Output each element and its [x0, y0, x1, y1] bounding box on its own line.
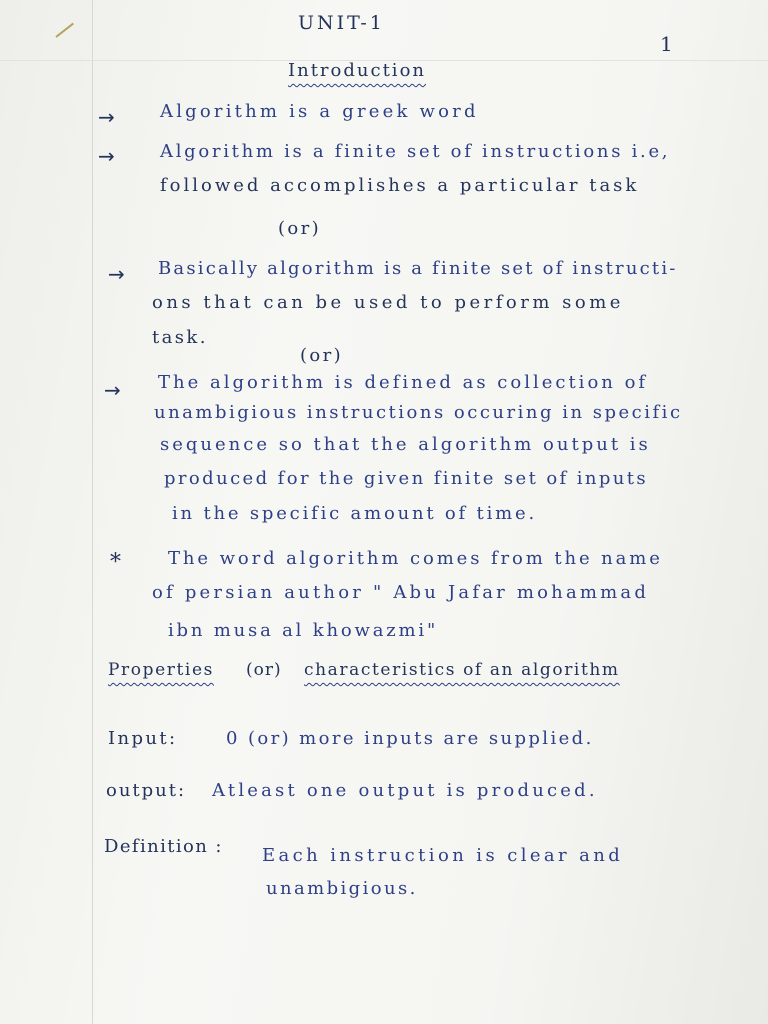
properties-heading-part-3: characteristics of an algorithm	[304, 660, 620, 680]
definition-line-2: unambigious.	[266, 878, 418, 899]
intro-point-2-line-2: followed accomplishes a particular task	[160, 175, 640, 196]
or-separator-2: (or)	[300, 345, 344, 366]
intro-point-3-line-1: Basically algorithm is a finite set of instructi-	[158, 258, 678, 279]
input-text: 0 (or) more inputs are supplied.	[226, 728, 594, 749]
intro-point-4-line-4: produced for the given finite set of inputs	[164, 468, 649, 489]
definition-label: Definition :	[104, 836, 223, 857]
unit-heading: UNIT-1	[298, 12, 385, 34]
intro-point-4-line-1: The algorithm is defined as collection of	[158, 372, 649, 393]
intro-point-2-line-1: Algorithm is a finite set of instructions i.e,	[160, 141, 671, 162]
star-icon: *	[110, 550, 124, 575]
properties-heading-part-1: Properties	[108, 660, 214, 680]
arrow-icon: →	[98, 105, 115, 129]
output-text: Atleast one output is produced.	[212, 780, 598, 801]
or-separator-1: (or)	[278, 218, 322, 239]
note-line-3: ibn musa al khowazmi"	[168, 620, 439, 641]
page-number: 1	[660, 32, 676, 56]
arrow-icon: →	[108, 262, 125, 286]
intro-point-4-line-2: unambigious instructions occuring in specific	[154, 402, 683, 423]
intro-point-3-line-3: task.	[152, 327, 208, 348]
arrow-icon: →	[98, 144, 115, 168]
definition-line-1: Each instruction is clear and	[262, 845, 624, 866]
intro-point-3-line-2: ons that can be used to perform some	[152, 292, 624, 313]
intro-point-4-line-5: in the specific amount of time.	[172, 503, 537, 524]
output-label: output:	[106, 780, 187, 801]
pencil-mark	[55, 23, 74, 38]
page-title: Introduction	[288, 60, 426, 81]
note-line-2: of persian author " Abu Jafar mohammad	[152, 582, 650, 603]
note-line-1: The word algorithm comes from the name	[168, 548, 663, 569]
margin-line	[92, 0, 93, 1024]
input-label: Input:	[108, 728, 178, 749]
intro-point-1: Algorithm is a greek word	[160, 101, 479, 122]
arrow-icon: →	[104, 378, 121, 402]
properties-heading-part-2: (or)	[246, 660, 282, 680]
intro-point-4-line-3: sequence so that the algorithm output is	[160, 434, 651, 455]
